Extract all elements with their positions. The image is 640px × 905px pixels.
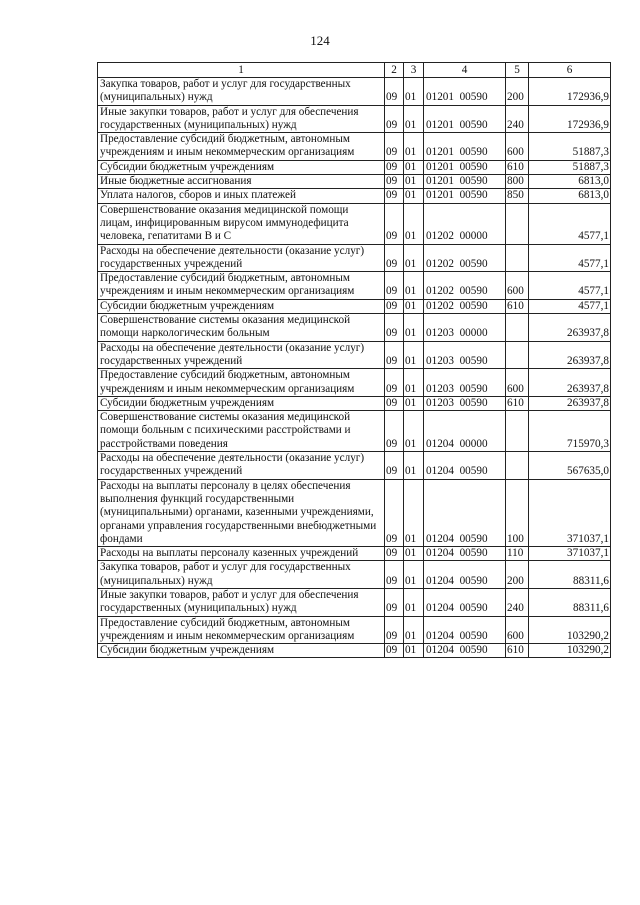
row-section: 09 xyxy=(385,588,404,616)
table-row xyxy=(98,244,611,272)
row-section: 09 xyxy=(385,369,404,397)
table-row xyxy=(98,189,611,203)
row-target-article: 01204 00590 xyxy=(424,616,506,644)
row-expense-type: 600 xyxy=(506,133,529,161)
row-section: 09 xyxy=(385,189,404,203)
row-target-article: 01201 00590 xyxy=(424,133,506,161)
row-name: Совершенствование оказания медицинской помощи лицам, инфицированным вирусом иммунодефицита человека, гепатитами В и С xyxy=(98,203,385,244)
row-target-article: 01204 00590 xyxy=(424,561,506,589)
table-row xyxy=(98,105,611,133)
header-col-1: 1 xyxy=(98,63,385,78)
row-target-article: 01204 00590 xyxy=(424,588,506,616)
row-name: Расходы на выплаты персоналу в целях обеспечения выполнения функций государственными (муниципальными) органами, казенными учреждениями, органами управления государственными внебюджетными фондами xyxy=(98,479,385,546)
table-row xyxy=(98,479,611,546)
row-section: 09 xyxy=(385,78,404,106)
row-target-article: 01201 00590 xyxy=(424,189,506,203)
row-expense-type xyxy=(506,452,529,480)
table-row xyxy=(98,547,611,561)
row-expense-type: 240 xyxy=(506,105,529,133)
row-name: Расходы на выплаты персоналу казенных учреждений xyxy=(98,547,385,561)
table-header-row xyxy=(98,63,611,78)
row-subsection: 01 xyxy=(404,133,424,161)
row-section: 09 xyxy=(385,272,404,300)
row-expense-type: 610 xyxy=(506,396,529,410)
row-subsection: 01 xyxy=(404,299,424,313)
row-subsection: 01 xyxy=(404,561,424,589)
row-expense-type: 600 xyxy=(506,616,529,644)
row-section: 09 xyxy=(385,133,404,161)
table-row xyxy=(98,588,611,616)
row-subsection: 01 xyxy=(404,78,424,106)
table-body xyxy=(98,78,611,658)
table-row xyxy=(98,396,611,410)
row-subsection: 01 xyxy=(404,105,424,133)
table-row xyxy=(98,133,611,161)
row-amount: 172936,9 xyxy=(529,78,611,106)
row-amount: 371037,1 xyxy=(529,547,611,561)
row-target-article: 01204 00590 xyxy=(424,644,506,658)
page-number: 124 xyxy=(310,33,330,48)
row-name: Субсидии бюджетным учреждениям xyxy=(98,160,385,174)
row-amount: 4577,1 xyxy=(529,272,611,300)
row-expense-type: 850 xyxy=(506,189,529,203)
row-subsection: 01 xyxy=(404,203,424,244)
row-expense-type: 610 xyxy=(506,644,529,658)
row-expense-type: 200 xyxy=(506,78,529,106)
row-expense-type: 600 xyxy=(506,369,529,397)
row-amount: 88311,6 xyxy=(529,561,611,589)
row-amount: 103290,2 xyxy=(529,644,611,658)
row-section: 09 xyxy=(385,175,404,189)
row-target-article: 01202 00590 xyxy=(424,244,506,272)
row-subsection: 01 xyxy=(404,314,424,342)
row-name: Расходы на обеспечение деятельности (оказание услуг) государственных учреждений xyxy=(98,341,385,369)
row-section: 09 xyxy=(385,561,404,589)
row-name: Предоставление субсидий бюджетным, автономным учреждениям и иным некоммерческим организациям xyxy=(98,369,385,397)
row-target-article: 01204 00590 xyxy=(424,452,506,480)
row-name: Уплата налогов, сборов и иных платежей xyxy=(98,189,385,203)
row-amount: 715970,3 xyxy=(529,411,611,452)
row-amount: 172936,9 xyxy=(529,105,611,133)
row-expense-type: 610 xyxy=(506,299,529,313)
table-row xyxy=(98,160,611,174)
row-target-article: 01202 00000 xyxy=(424,203,506,244)
row-name: Предоставление субсидий бюджетным, автономным учреждениям и иным некоммерческим организациям xyxy=(98,133,385,161)
row-name: Субсидии бюджетным учреждениям xyxy=(98,396,385,410)
row-target-article: 01204 00590 xyxy=(424,547,506,561)
row-target-article: 01204 00000 xyxy=(424,411,506,452)
table-row xyxy=(98,341,611,369)
row-section: 09 xyxy=(385,105,404,133)
table-row xyxy=(98,175,611,189)
header-col-2: 2 xyxy=(385,63,404,78)
header-col-6: 6 xyxy=(529,63,611,78)
table-row xyxy=(98,272,611,300)
row-name: Предоставление субсидий бюджетным, автономным учреждениям и иным некоммерческим организациям xyxy=(98,616,385,644)
row-expense-type: 100 xyxy=(506,479,529,546)
row-amount: 6813,0 xyxy=(529,175,611,189)
row-target-article: 01201 00590 xyxy=(424,78,506,106)
row-subsection: 01 xyxy=(404,175,424,189)
row-amount: 51887,3 xyxy=(529,160,611,174)
table-row xyxy=(98,561,611,589)
row-name: Иные закупки товаров, работ и услуг для обеспечения государственных (муниципальных) нужд xyxy=(98,588,385,616)
row-amount: 263937,8 xyxy=(529,369,611,397)
row-section: 09 xyxy=(385,203,404,244)
row-name: Расходы на обеспечение деятельности (оказание услуг) государственных учреждений xyxy=(98,452,385,480)
table-row xyxy=(98,452,611,480)
row-section: 09 xyxy=(385,644,404,658)
row-section: 09 xyxy=(385,314,404,342)
row-subsection: 01 xyxy=(404,452,424,480)
row-subsection: 01 xyxy=(404,411,424,452)
row-target-article: 01202 00590 xyxy=(424,299,506,313)
row-expense-type xyxy=(506,411,529,452)
row-section: 09 xyxy=(385,299,404,313)
row-name: Совершенствование системы оказания медицинской помощи наркологическим больным xyxy=(98,314,385,342)
row-name: Иные бюджетные ассигнования xyxy=(98,175,385,189)
row-name: Закупка товаров, работ и услуг для государственных (муниципальных) нужд xyxy=(98,78,385,106)
row-section: 09 xyxy=(385,547,404,561)
table-row xyxy=(98,411,611,452)
row-target-article: 01201 00590 xyxy=(424,160,506,174)
table-row xyxy=(98,203,611,244)
header-col-5: 5 xyxy=(506,63,529,78)
row-subsection: 01 xyxy=(404,396,424,410)
row-amount: 4577,1 xyxy=(529,244,611,272)
row-target-article: 01203 00590 xyxy=(424,369,506,397)
header-col-4: 4 xyxy=(424,63,506,78)
row-section: 09 xyxy=(385,244,404,272)
row-name: Субсидии бюджетным учреждениям xyxy=(98,644,385,658)
table-row xyxy=(98,644,611,658)
row-expense-type: 800 xyxy=(506,175,529,189)
row-section: 09 xyxy=(385,479,404,546)
row-expense-type xyxy=(506,203,529,244)
row-expense-type xyxy=(506,314,529,342)
row-amount: 88311,6 xyxy=(529,588,611,616)
row-target-article: 01202 00590 xyxy=(424,272,506,300)
header-col-3: 3 xyxy=(404,63,424,78)
row-amount: 103290,2 xyxy=(529,616,611,644)
table-row xyxy=(98,616,611,644)
row-amount: 4577,1 xyxy=(529,299,611,313)
table-row xyxy=(98,78,611,106)
row-amount: 4577,1 xyxy=(529,203,611,244)
row-name: Совершенствование системы оказания медицинской помощи больным с психическими расстройствами и расстройствами поведения xyxy=(98,411,385,452)
row-target-article: 01203 00590 xyxy=(424,341,506,369)
row-section: 09 xyxy=(385,411,404,452)
row-amount: 6813,0 xyxy=(529,189,611,203)
row-name: Субсидии бюджетным учреждениям xyxy=(98,299,385,313)
row-amount: 263937,8 xyxy=(529,396,611,410)
row-expense-type: 200 xyxy=(506,561,529,589)
row-section: 09 xyxy=(385,396,404,410)
row-name: Закупка товаров, работ и услуг для государственных (муниципальных) нужд xyxy=(98,561,385,589)
row-subsection: 01 xyxy=(404,547,424,561)
row-expense-type xyxy=(506,244,529,272)
row-subsection: 01 xyxy=(404,341,424,369)
row-amount: 263937,8 xyxy=(529,314,611,342)
budget-table xyxy=(97,62,611,658)
row-target-article: 01201 00590 xyxy=(424,105,506,133)
table-row xyxy=(98,299,611,313)
row-target-article: 01203 00590 xyxy=(424,396,506,410)
row-subsection: 01 xyxy=(404,644,424,658)
row-subsection: 01 xyxy=(404,189,424,203)
table-row xyxy=(98,369,611,397)
row-target-article: 01203 00000 xyxy=(424,314,506,342)
row-amount: 51887,3 xyxy=(529,133,611,161)
row-amount: 567635,0 xyxy=(529,452,611,480)
row-amount: 371037,1 xyxy=(529,479,611,546)
row-section: 09 xyxy=(385,452,404,480)
row-subsection: 01 xyxy=(404,479,424,546)
table-row xyxy=(98,314,611,342)
row-subsection: 01 xyxy=(404,272,424,300)
row-target-article: 01204 00590 xyxy=(424,479,506,546)
row-section: 09 xyxy=(385,341,404,369)
row-expense-type: 110 xyxy=(506,547,529,561)
row-expense-type: 600 xyxy=(506,272,529,300)
row-subsection: 01 xyxy=(404,369,424,397)
row-name: Иные закупки товаров, работ и услуг для обеспечения государственных (муниципальных) нужд xyxy=(98,105,385,133)
row-subsection: 01 xyxy=(404,160,424,174)
row-expense-type: 240 xyxy=(506,588,529,616)
row-expense-type: 610 xyxy=(506,160,529,174)
row-subsection: 01 xyxy=(404,588,424,616)
row-name: Расходы на обеспечение деятельности (оказание услуг) государственных учреждений xyxy=(98,244,385,272)
row-name: Предоставление субсидий бюджетным, автономным учреждениям и иным некоммерческим организациям xyxy=(98,272,385,300)
row-target-article: 01201 00590 xyxy=(424,175,506,189)
row-section: 09 xyxy=(385,160,404,174)
row-subsection: 01 xyxy=(404,244,424,272)
row-expense-type xyxy=(506,341,529,369)
row-subsection: 01 xyxy=(404,616,424,644)
row-section: 09 xyxy=(385,616,404,644)
row-amount: 263937,8 xyxy=(529,341,611,369)
